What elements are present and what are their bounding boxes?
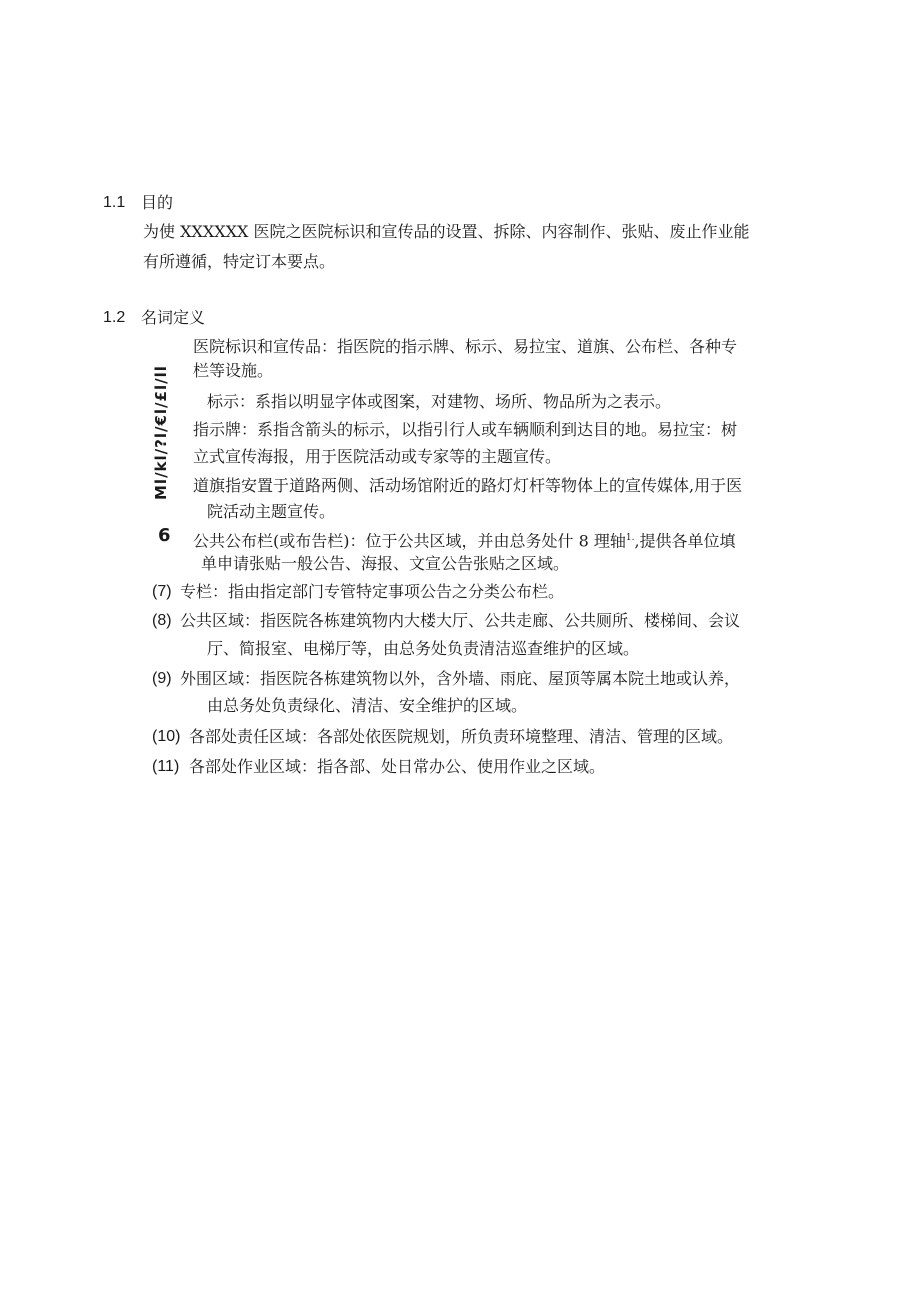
definition-10-number: (10): [152, 728, 181, 745]
definition-4-line2: 院活动主题宣传。: [207, 502, 336, 521]
section-1-1-number: 1.1: [103, 194, 126, 211]
definition-7-number: (7): [152, 583, 172, 600]
definition-9-line2: 由总务处负责绿化、清洁、安全维护的区域。: [207, 696, 528, 715]
section-1-2-title: 名词定义: [141, 308, 206, 327]
definition-11: 各部处作业区域：指各部、处日常办公、使用作业之区域。: [189, 757, 606, 776]
definition-1-line2: 栏等设施。: [193, 361, 274, 380]
definition-8-number: (8): [152, 612, 172, 629]
definition-6-line1-text-b: ,提供各单位填: [634, 531, 736, 551]
definition-6-superscript: 1.: [625, 533, 635, 543]
section-1-1-title: 目的: [141, 193, 174, 212]
definition-9-line1: 外围区域：指医院各栋建筑物以外，含外墙、雨庇、屋顶等属本院土地或认养，: [180, 669, 741, 688]
definition-2: 标示：系指以明显字体或图案，对建物、场所、物品所为之表示。: [207, 392, 672, 411]
definition-6-line1: [193, 528, 736, 551]
definition-10: 各部处责任区域：各部处依医院规划，所负责环境整理、清洁、管理的区域。: [189, 727, 734, 746]
definition-8-line1: 公共区域：指医院各栋建筑物内大楼大厅、公共走廊、公共厕所、楼梯间、会议: [180, 611, 741, 630]
definition-1-line1: 医院标识和宣传品：指医院的指示牌、标示、易拉宝、道旗、公布栏、各种专: [193, 337, 738, 356]
definition-7: 专栏：指由指定部门专管特定事项公告之分类公布栏。: [180, 582, 565, 601]
definition-4-line1: 道旗指安置于道路两侧、活动场馆附近的路灯灯杆等物体上的宣传媒体,用于医: [193, 476, 743, 495]
definition-3-line1: 指示牌：系指含箭头的标示，以指引行人或车辆顺利到达目的地。易拉宝：树: [193, 420, 738, 439]
definition-6-line2: 单申请张贴一般公告、海报、文宣公告张贴之区域。: [201, 554, 570, 573]
definition-11-number: (11): [152, 758, 180, 775]
section-1-1-body-line1: 为使 XXXXXX 医院之医院标识和宣传品的设置、拆除、内容制作、张贴、废止作业能: [143, 222, 750, 241]
section-1-1-body-line2: 有所遵循，特定订本要点。: [143, 252, 336, 271]
definition-3-line2: 立式宣传海报，用于医院活动或专家等的主题宣传。: [193, 447, 562, 466]
definition-6-line1-text-a: 公共公布栏(或布告栏)：位于公共区域，并由总务处什 8 理轴: [193, 531, 626, 551]
definition-9-number: (9): [152, 670, 172, 687]
garbled-list-markers: Ml/kl/?l/€l/£l/ll: [152, 365, 170, 500]
definition-8-line2: 厅、简报室、电梯厅等，由总务处负责清洁巡查维护的区域。: [207, 639, 640, 658]
section-1-2-number: 1.2: [103, 309, 126, 326]
definition-6-marker: 6: [158, 525, 171, 546]
